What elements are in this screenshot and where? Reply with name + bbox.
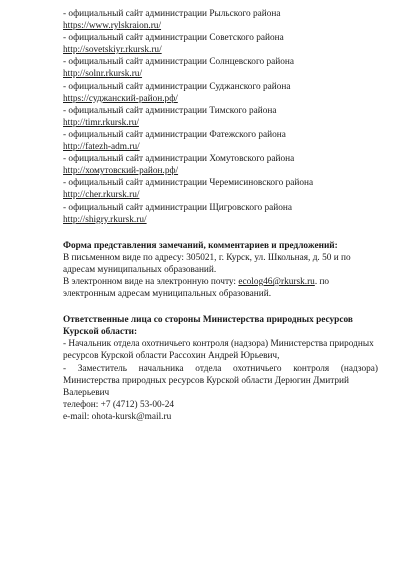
site-link[interactable]: http://cher.rkursk.ru/	[63, 190, 140, 201]
site-link[interactable]: http://solnr.rkursk.ru/	[63, 69, 143, 80]
site-link[interactable]: http://fatezh-adm.ru/	[63, 142, 140, 153]
spacer	[63, 226, 378, 240]
site-link[interactable]: http://хомутовский-район.рф/	[63, 166, 179, 177]
site-entry	[63, 8, 378, 32]
responsible-person-1: - Начальник отдела охотничьего контроля (надзора) Министерства природных ресурсов Курской области Рассохин Андрей Юрьевич,	[63, 339, 374, 362]
site-entry	[63, 177, 378, 201]
comments-heading: Форма представления замечаний, комментариев и предложений:	[63, 240, 338, 251]
site-link[interactable]: http://timr.rkursk.ru/	[63, 117, 139, 128]
email-text: e-mail: ohota-kursk@mail.ru	[63, 411, 172, 422]
site-name: - официальный сайт администрации Суджанского района	[63, 81, 291, 92]
site-link[interactable]: https://www.rylskraion.ru/	[63, 21, 162, 32]
site-link[interactable]: http://sovetskiyr.rkursk.ru/	[63, 45, 162, 56]
site-name: - официальный сайт администрации Тимского района	[63, 105, 277, 116]
ecolog-email-link[interactable]: ecolog46@rkursk.ru	[238, 276, 315, 287]
site-link[interactable]: http://shigry.rkursk.ru/	[63, 214, 147, 225]
site-entry	[63, 32, 378, 56]
responsible-section	[63, 314, 378, 423]
site-name: - официальный сайт администрации Щигровского района	[63, 202, 293, 213]
site-entry	[63, 81, 378, 105]
site-name: - официальный сайт администрации Рыльского района	[63, 9, 281, 19]
site-entry	[63, 202, 378, 226]
site-name: - официальный сайт администрации Черемисиновского района	[63, 178, 314, 189]
site-list	[63, 8, 378, 226]
electronic-form-text	[63, 276, 378, 300]
site-entry	[63, 105, 378, 129]
site-name: - официальный сайт администрации Солнцевского района	[63, 57, 295, 68]
site-name: - официальный сайт администрации Советского района	[63, 33, 284, 44]
comments-section	[63, 240, 378, 300]
electronic-suffix: . по электронным адресам муниципальных образований.	[63, 276, 330, 300]
site-name: - официальный сайт администрации Хомутовского района	[63, 154, 295, 165]
responsible-heading: Ответственные лица со стороны Министерства природных ресурсов Курской области:	[63, 315, 353, 338]
site-name: - официальный сайт администрации Фатежского района	[63, 129, 286, 140]
site-entry	[63, 153, 378, 177]
phone-text: телефон: +7 (4712) 53-00-24	[63, 399, 175, 410]
site-link[interactable]: https://суджанский-район.рф/	[63, 93, 178, 104]
spacer	[63, 300, 378, 314]
electronic-prefix: В электронном виде на электронную почту:	[63, 276, 237, 287]
responsible-person-2-line1: - Заместитель начальника отдела охотничьего контроля (надзора)	[63, 363, 378, 374]
written-form-text: В письменном виде по адресу: 305021, г. Курск, ул. Школьная, д. 50 и по адресам муниципальных образований.	[63, 252, 351, 275]
site-entry	[63, 56, 378, 80]
responsible-person-2-rest: Министерства природных ресурсов Курской области Дерюгин Дмитрий Валерьевич	[63, 375, 349, 398]
site-entry	[63, 129, 378, 153]
